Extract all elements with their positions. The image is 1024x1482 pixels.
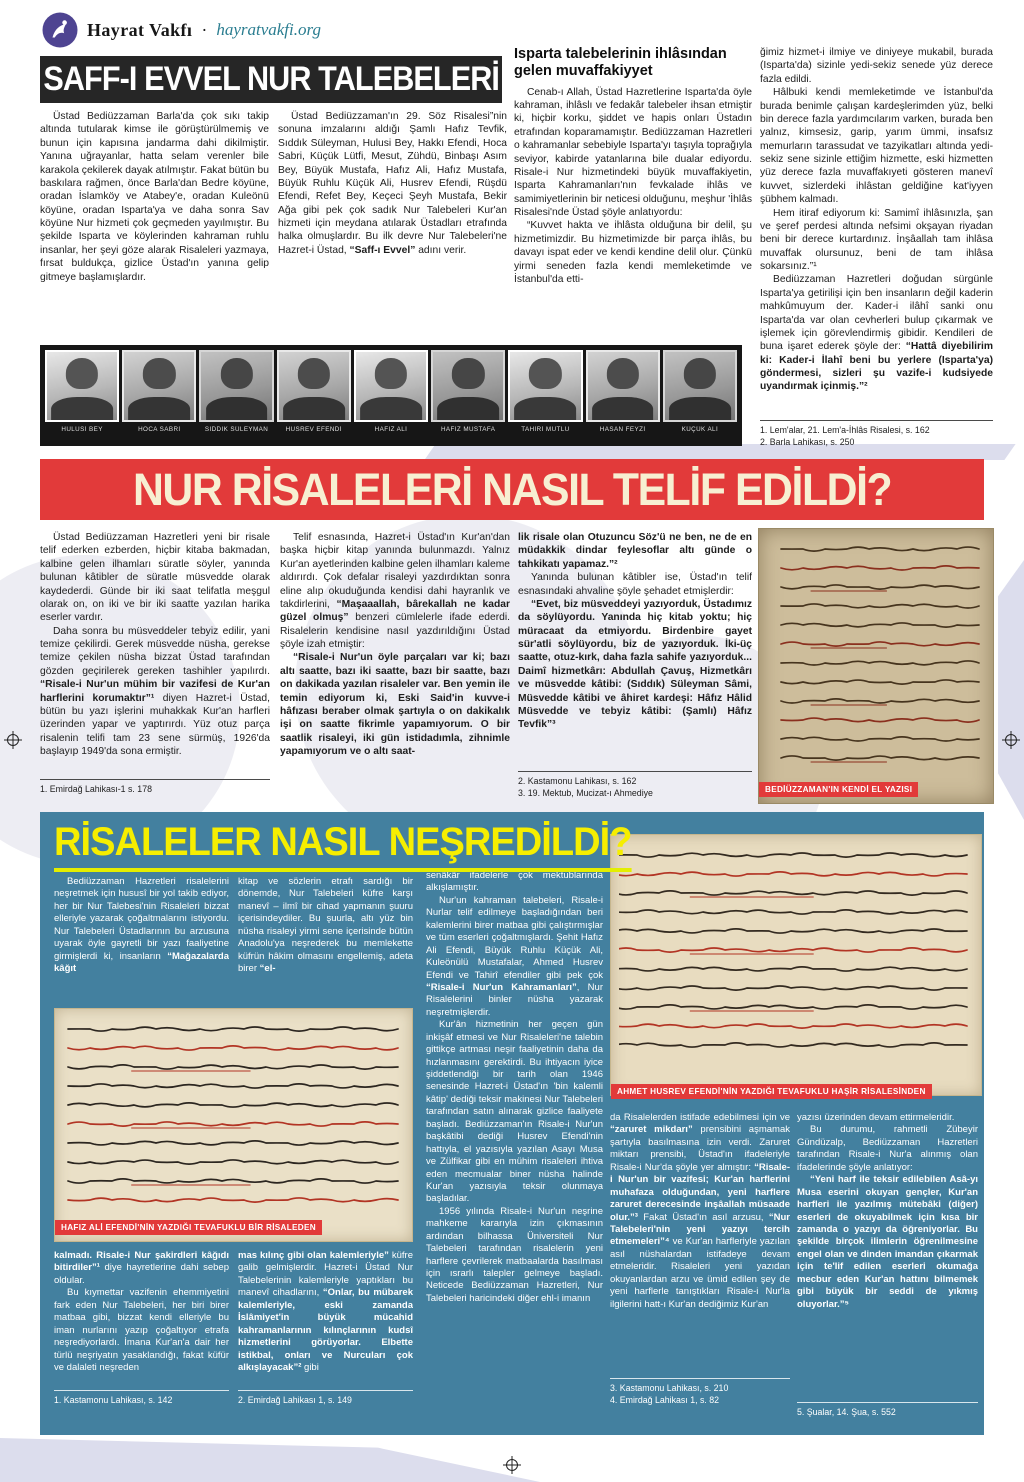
article1-column-1: Üstad Bediüzzaman Barla'da çok sıkı takip altında tutularak kimse ile görüştürülmemiş ve bunun için kapısına jandarma dahi dikilmiştir. Yanına uğrayanlar, hatta selam verenler bile karakola çekilerek dayak atılmıştır. Fakat bütün bu baskılara rağmen, önce Barla'dan Bedre köyüne, oradan İslamköy ve Atabey'e, oradan Kuleönü köyüne, oradan Isparta'ya ve daha sonra Sav köyüne Nur hizmeti çok geçmeden yayılmıştır. Bu şekilde Isparta ve köylerinden kahraman ruhlu insanlar, her şeyi göze alarak Risaleleri yazmaya, fırsat buldukça, gizlice Üstad'ın yanına gelip gitmeye başlamışlardır. [40, 111, 269, 283]
article3-column-3: senâkâr ifadelerle çok mektublarında alkışlamıştır. Nur'un kahraman talebeleri, Risale-i Nurlar telif edilmeye başladığından beri kalemlerini birer matbaa gibi çalıştırmışlar ve tüm eserleri çoğaltmışlardı. Şehit Hafız Ali Efendi, Büyük Ruhlu Küçük Ali, Kuleönülü Mustafalar, Ahmed Husrev Efendi ve Tahirî efendiler gibi pek çok “Risale-i Nur'un Kahramanları”, Nur Risalelerini binler nüsha yazarak neşretmişlerdir. Kur'ân hizmetinin her geçen gün inkişâf etmesi ve Nur Risaleleri'ne talebin gittikçe artması neşir faaliyetinin daha da hızlanmasını gerektirdi. Bu ihtiyacın iyice şiddetlendiği bir tarih olan 1946 senesinde Hazret-i Üstad'ın 'bin kalemli kâtip' dediği teksir makinesi Nur Talebeleri tarafından satın alınarak gizlice faaliyete başladı. Bediüzzaman'ın Risale-i Nur'un başkâtibi dediği Husrev Efendi'nin hattıyla, el yazısıyla yazılan Asayı Musa ve Zülfikar gibi en mühim risaleleri ihtiva eden mecmualar biner nüsha halinde Kur'an yazısıyla teksir olunmaya başladılar. 1956 yılında Risale-i Nur'un neşrine mahkeme kararıyla izin çıkmasının ardından bilhassa Üniversiteli Nur Talebeleri tarafından risalelerin yeni harflere çevrilerek matbaalarda basılması için ısrarlı talepler gelmeye başladı. Neticede Bediüzzaman Hazretleri, Nur Talebeleri haricindeki diğer ehl-i imanın [426, 870, 603, 1304]
article3-column-1-top: Bediüzzaman Hazretleri risalelerini neşretmek için hususî bir yol takib ediyor, her bir Nur Talebesi'nin Risaleleri bizzat elleriyle yazarak çoğaltmalarını istiyordu. Nur Talebeleri Üstadlarının bu arzusuna uyarak öyle gayretli bir yazı faaliyetine girmişlerdi ki, insanların “Mağazalarda kâğıt [54, 876, 229, 975]
portrait-name: HULUSİ BEY [61, 426, 103, 433]
portrait-name: HAFIZ ALİ [374, 426, 408, 433]
article2-citations-3 [518, 771, 752, 800]
article2-column-1: Üstad Bediüzzaman Hazretleri yeni bir risale telif ederken ezberden, hiçbir kitaba bakmadan, kalbine gelen ilhamları süratle söyler, yanında bulunan kâtibler de süratle müsvedde olarak kaydederdi. Günde bir iki saat telifatla meşgul olarak on, on iki ve bir iki saatte yazılan harika eserler vardır. Daha sonra bu müsveddeler tebyiz edilir, yani temize çekilirdi. Gerek müsvedde nüsha, gerekse temize çekilen nüsha bizzat Üstad tarafından gözden geçirilerek gereken tashihler yapılırdı. “Risale-i Nur'un mühim bir vazifesi de Kur'an harflerini korumaktır”¹ diyen Hazret-i Üstad, bütün bu yazı işlerini muhakkak Kur'an harfleri üzerinden yapar ve yaptırırdı. Yüz otuz parça risalenin telifi tam 23 sene sürmüş, 1926'da başlayıp 1949'da sona ermiştir. [40, 532, 270, 757]
article1-column-3 [514, 46, 752, 343]
article3-column-5: yazısı üzerinden devam ettirmeleridir. Bu durumu, rahmetli Zübeyir Gündüzalp, Bediüzzaman Hazretleri tarafından Risale-i Nur'a alınmış olan ifadelerinde şöyle anlatıyor: “Yeni harf ile teksir edilebilen Asâ-yı Musa eserini okuyan gençler, Kur'an harfleri ile yazılmış mütebâki (diğer) eserleri de okuyabilmek için kısa bir zamanda o yazıyı da öğreniyorlar. Bu şekilde birçok ilimlerin öğrenilmesine engel olan ve dinden imandan çıkarmak için te'lif edilen eserleri okumağa mecbur eden Kur'an hattını bilmemek gibi büyük bir seddi de yıkmış oluyorlar.”⁵ [797, 1112, 978, 1310]
article1-column-2: Üstad Bediüzzaman'ın 29. Söz Risalesi”nin sonuna imzalarını aldığı Şamlı Hafız Tevfik, Sıddık Süleyman, Hulusi Bey, Hakkı Efendi, Hoca Sabri, Küçük Lütfi, Mesut, Zühdü, Binbaşı Asım Bey, Büyük Mustafa, Hafız Ali, Hafız Mustafa, Büyük Ruhlu Küçük Ali, Husrev Efendi, Rüşdü Efendi, Refet Bey, Keçeci Şeyh Mustafa, Bekir Ağa gibi pek çok sadık Nur Talebeleri Kur'an hizmeti için meydana atılarak Üstadları etrafında halka olmuşlardır. Bu ilk devre Nur Talebeleri'ne Hazret-i Üstad, “Saff-ı Evvel” adını verir. [278, 111, 507, 256]
article3-citations-34 [610, 1378, 790, 1407]
portrait-name: SIDDIK SÜLEYMAN [204, 426, 269, 433]
article1-citations [760, 420, 993, 449]
article3-column-2-top: kitap ve sözlerin etrafı sardığı bir dönemde, Nur Talebeleri küfre karşı manevî – ilmî bir cihad yapmanın şuuru içerisindeydiler. Bu şuurla, altı yüz bin nüsha risaleyi yirmi sene içerisinde bütün Anadolu'ya neşrederek bu memlekette küfrün hâkim olmasını engellemiş, adeta birer “el- [238, 876, 413, 975]
article3-citation-5 [797, 1402, 978, 1418]
article3-panel [40, 812, 984, 1435]
portrait-photo [663, 350, 737, 422]
article2-title-banner [40, 459, 984, 520]
page-header [42, 10, 321, 50]
portrait-photo [277, 350, 351, 422]
portrait [663, 350, 737, 446]
portrait-name: HAFIZ MUSTAFA [440, 426, 496, 433]
portrait-name: KÜÇÜK ALİ [681, 426, 719, 433]
citation: 1. Lem'alar, 21. Lem'a-İhlâs Risalesi, s. 162 [760, 425, 930, 435]
decorative-wedge [998, 560, 1024, 820]
manuscript-hafiz-ali [54, 1008, 413, 1242]
article2-citation-1 [40, 779, 270, 795]
portrait [508, 350, 582, 446]
article1-title-bar [40, 56, 502, 103]
handwriting-lines [63, 1017, 404, 1209]
manuscript-caption: AHMET HUSREV EFENDİ'NİN YAZDIĞI TEVAFUKLU HAŞİR RİSALESİNDEN [611, 1084, 932, 1099]
portrait-name: HOCA SABRİ [138, 426, 181, 433]
portrait [122, 350, 196, 446]
manuscript-caption: BEDİÜZZAMAN'IN KENDİ EL YAZISI [759, 782, 918, 797]
portrait-photo [586, 350, 660, 422]
handwriting-lines [619, 843, 973, 1063]
article1-column-4: ğimiz hizmet-i ilmiye ve diniyeye mukabil, burada (Isparta'da) sizinle yedi-sekiz senede yüz derece fazla edildi. Hâlbuki kendi memleketimde ve İstanbul'da burada benimle çalışan kardeşlerimden yüz, belki bin derece fazla yardımcılarım varken, burada ben yalnız, kimsesiz, garip, yarım ümmi, insafsız memurların tarassudat ve tazyikatları altında yedi-sekiz sene sizinle ettiğim hizmette, eski hizmetten yüz derece fazla muvaffakıyeti gösteren manevî kuvvet, sizlerdeki ihlâstan geldiğine kat'iyyen şübhem kalmadı. Hem itiraf ediyorum ki: Samimî ihlâsınızla, şan ve şeref perdesi altında nefsimi okşayan riyadan beni bir derece kurtardınız. İnşâallah tam ihlâsa muvaffak olursunuz, beni de tam ihlâsa sokarsınız.”¹ Bediüzzaman Hazretleri doğudan sürgünle Isparta'ya getirilişi için ben insanların değil kaderin mahkûmuyum der. Kader-i ilâhî sanki onu Isparta'da var olan cevherleri bulup çıkarmak ve işlemek için görevlendirmiş gibidir. Kendileri de buna işaret ederek şöyle der: “Hattâ diyebilirim ki: Kader-i İlahî beni bu yerlere (Isparta'ya) göndermesi, sizleri şu vazife-i kudsiyede uyandırmak içinmiş.”² [760, 47, 993, 393]
portrait-name: HUSREV EFENDİ [285, 426, 342, 433]
portrait [354, 350, 428, 446]
logo-icon [42, 12, 78, 48]
registration-mark-right [1002, 731, 1020, 754]
portrait-photo [199, 350, 273, 422]
header-separator: · [201, 19, 208, 40]
article2-column-3: lik risale olan Otuzuncu Söz'ü ne ben, ne de en müdakkik dindar feylesoflar altı günde o tahkikatı yapamaz.”² Yanında bulunan kâtibler ise, Üstad'ın telif esnasındaki ahvaline şöyle şehadet etmişlerdir: “Evet, biz müsveddeyi yazıyorduk, Üstadımız da söylüyordu. Yanında hiç kitab yoktu; hiç müracaat da etmiyordu. Birdenbire gayet sür'atli söylüyordu, biz de yazıyorduk. İki-üç saatte, otuz-kırk, daha fazla sahife yazıyorduk... Daimî hizmetkârı: Abdullah Çavuş, Hizmetkârı ve müsvedde kâtibi: (Sıddık) Süleyman Sâmi, Müsvedde kâtibi ve âhiret kardeşi: Hâfız Hâlid Müsvedde ve tebyiz kâtibi: (Şamlı) Hâfız Tevfik”³ [518, 532, 752, 731]
citation: 5. Şualar, 14. Şua, s. 552 [797, 1407, 896, 1417]
article3-citation-2 [238, 1390, 413, 1406]
citation: 2. Barla Lahikası, s. 250 [760, 437, 855, 448]
portrait [277, 350, 351, 446]
citation: 4. Emirdağ Lahikası 1, s. 82 [610, 1395, 720, 1406]
article3-column-2-bottom: mas kılınç gibi olan kalemleriyle” küfre galib gelmişlerdir. Hazret-i Üstad Nur Talebelerinin kalemleriyle yaptıkları bu manevî cihadlarını, “Onlar, bu mübarek kalemleriyle, eski zamanda İslâmiyet'in büyük mücahid kahramanlarının kılınçlarının kudsî hizmetlerini görüyorlar. Elbette istikbal, onları ve Nurcuları çok alkışlayacak”² gibi [238, 1250, 413, 1373]
article3-title: RİSALELER NASIL NEŞREDİLDİ? [54, 820, 631, 872]
portrait-photo [508, 350, 582, 422]
portrait [431, 350, 505, 446]
registration-mark-bottom [503, 1456, 521, 1479]
article3-column-4: da Risalelerden istifade edebilmesi için ve “zaruret mikdarı” prensibini aşmamak şartıyla basılmasına izin verdi. Zaruret miktarı prensibi, Üstad'ın ifadeleriyle Risale-i Nur'da şöyle yer almıştır: “Risale-i Nur'un bir vazifesi; Kur'an harflerini muhafaza olduğundan, yeni harflere zaruret derecesinde inşâallah müsaade olur.”³ Fakat Üstad'ın asıl arzusu, “Nur Talebeleri'nin yeni yazıyı tercih etmemeleri”⁴ ve Kur'an harfleriyle yazılan asıl nüshalardan istifadeye devam etmeleridir. Risaleleri yeni yazıdan okuyanlardan arzu ve ümid edilen şey de yeni harflerle tanıştıkları Risale-i Nur'la ilgilerini hatt-ı Kur'an dediğimiz Kur'an [610, 1112, 790, 1310]
portrait-name: TAHİRİ MUTLU [521, 426, 570, 433]
manuscript-caption: HAFIZ ALİ EFENDİ'NİN YAZDIĞI TEVAFUKLU BİR RİSALEDEN [55, 1220, 322, 1235]
portrait [45, 350, 119, 446]
portrait-photo [45, 350, 119, 422]
registration-mark-left [4, 731, 22, 754]
portrait [199, 350, 273, 446]
article2-title: NUR RİSALELERİ NASIL TELİF EDİLDİ? [132, 463, 892, 515]
decorative-wedge [0, 1438, 540, 1482]
citation: 3. 19. Mektub, Mucizat-ı Ahmediye [518, 788, 653, 799]
citation: 2. Kastamonu Lahikası, s. 162 [518, 776, 637, 786]
portrait-name: HASAN FEYZİ [599, 426, 646, 433]
portrait-photo [431, 350, 505, 422]
photo-strip [40, 345, 742, 446]
article1-subhead: Isparta talebelerinin ihlâsından gelen muvaffakiyyet [514, 46, 727, 79]
citation: 1. Kastamonu Lahikası, s. 142 [54, 1395, 173, 1405]
article2-column-2: Telif esnasında, Hazret-i Üstad'ın Kur'an'dan başka hiçbir kitap yanında bulunmazdı. Yalnız Kur'an ayetlerinden kalbine gelen ilhamları kaleme aldırırdı. Çok defalar risaleyi yazdırdıktan sonra eline alıp okuduğunda kendisi dahi hayranlık ve takdirlerini, “Maşaaallah, bârekallah ne kadar güzel olmuş” benzeri cümlelerle ifade ederdi. Risalelerin kendisine nasıl yazdırıldığını Üstad şöyle izah etmiştir: “Risale-i Nur'un öyle parçaları var ki; bazı altı saatte, bazı iki saatte, bazı bir saatte, bazı on dakikada yazılan risaleler var. Ben yemin ile temin ediyorum ki, Eski Said'in kuvve-i hâfızası beraber olmak şartıyla o on dakikalık işi on saatte fikrimle yapamıyorum. O bir saatlik risaleyi, iki gün istidadımla, zihnimle yapamıyorum ve o altı saat- [280, 532, 510, 757]
handwriting-lines [767, 537, 985, 771]
portrait-photo [122, 350, 196, 422]
article3-citation-1 [54, 1390, 229, 1406]
manuscript-ahmet-husrev [610, 834, 982, 1096]
citation: 3. Kastamonu Lahikası, s. 210 [610, 1383, 729, 1393]
article1-column-3-text: Cenab-ı Allah, Üstad Hazretlerine Isparta'da öyle kahraman, ihlâslı ve fedakâr talebeler ihsan etmiştir ki, hiçbir korku, şiddet ve hapis onları Üstadın etrafından koparamamıştır. Bediüzzaman Hazretleri o kahramanlar sebebiyle Isparta'yı taşıyla toprağıyla seviyor, kabirde yatanlarına bile dualar ediyordu. Risale-i Nur hizmetindeki büyük muvaffakiyetin, Isparta Kahramanları'nın fevkalade ihlâs ve samimiyetlerinin bir neticesi olduğunu, meşhur 'İhlâs Risalesi'nde Üstad şöyle anlatıyordu: “Kuvvet hakta ve ihlâsta olduğuna bir delil, şu hizmetimizdir. Bu hizmetimizde bir parça ihlâs, bu davayı ispat eder ve kendi kendine delil olur. Çünkü yirmi seneden fazla kendi memleketimde ve İstanbul'da etti- [514, 86, 752, 285]
citation: 2. Emirdağ Lahikası 1, s. 149 [238, 1395, 352, 1405]
citation: 1. Emirdağ Lahikası-1 s. 178 [40, 784, 152, 794]
portrait [586, 350, 660, 446]
article1-title: SAFF-I EVVEL NUR TALEBELERİ [43, 60, 499, 98]
org-name: Hayrat Vakfı [87, 19, 193, 40]
manuscript-bediuzzaman-handwriting [758, 528, 994, 804]
org-website-link[interactable]: hayratvakfi.org [216, 20, 321, 39]
hayrat-vakfi-logo [42, 12, 78, 48]
article3-column-1-bottom: kalmadı. Risale-i Nur şakirdleri kâğıdı bitirdiler”¹ diye hayretlerine dahi sebep oldular. Bu kıymettar vazifenin ehemmiyetini fark eden Nur Talebeleri, her biri birer matbaa gibi, bizzat kendi elleriyle bu iman nurlarını yazıp çoğaltıyor etrafa neşrediyorlardı. İmana Kur'an'a dair her türlü neşriyatın yasaklandığı, fakat küfür ve dalaleti neşreden [54, 1250, 229, 1373]
portrait-photo [354, 350, 428, 422]
